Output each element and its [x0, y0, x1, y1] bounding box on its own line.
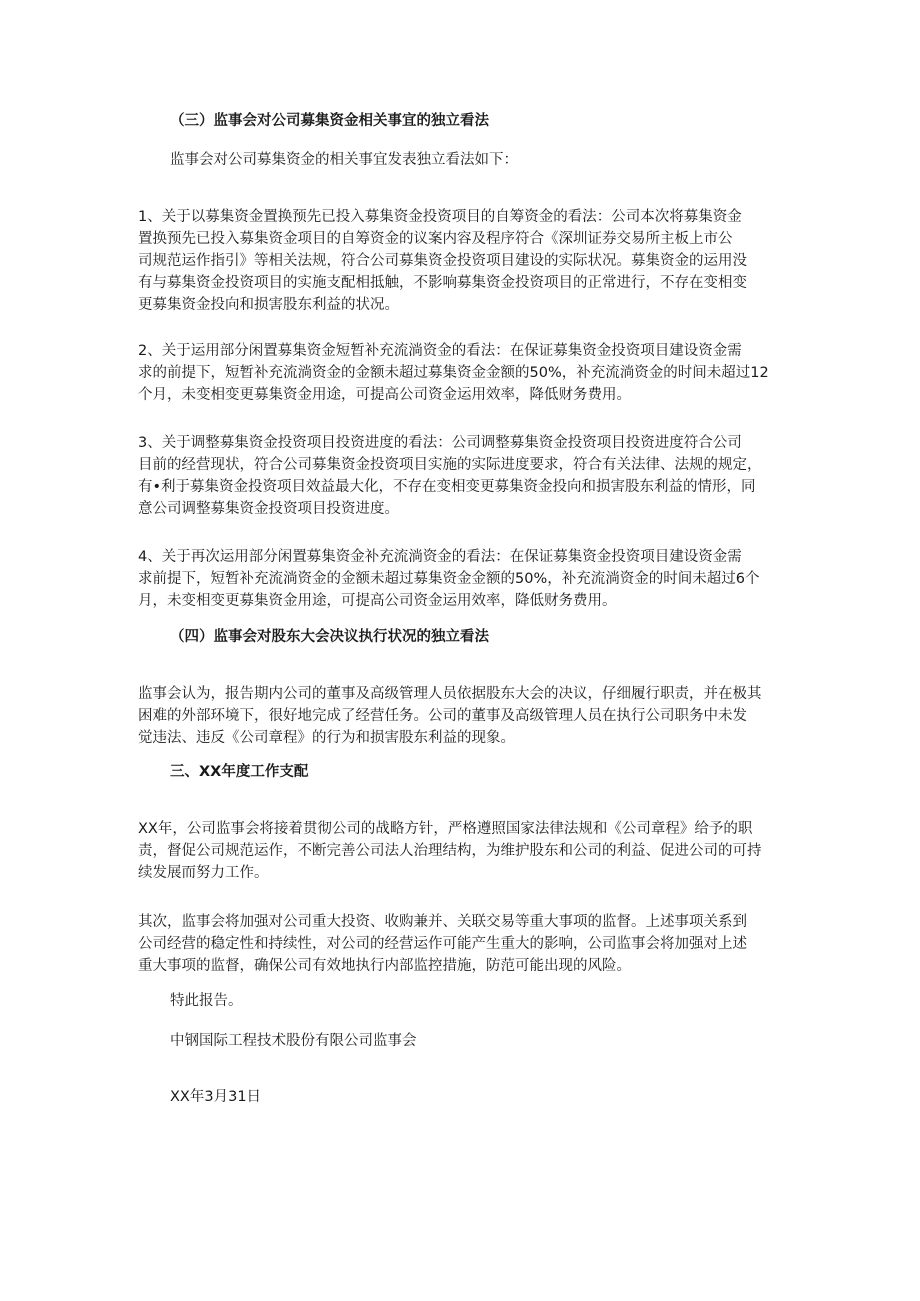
item-1-line: 置换预先已投入募集资金项目的自筹资金的议案内容及程序符合《深圳证券交易所主板上市公 — [138, 231, 733, 247]
item-1-line: 有与募集资金投资项目的实施支配相抵触，不影响募集资金投资项目的正常进行，不存在变相变 — [138, 275, 747, 291]
opinion-line: 监事会认为，报告期内公司的董事及高级管理人员依据股东大会的决议，仔细履行职责，并在极其 — [138, 686, 762, 702]
item-1-paragraph — [138, 206, 788, 316]
item-1-line: 1、关于以募集资金置换预先已投入募集资金投资项目的自筹资金的看法：公司本次将募集资金 — [138, 209, 742, 225]
item-3-paragraph — [138, 432, 788, 520]
supervision-paragraph — [138, 911, 788, 977]
supervision-line: 其次，监事会将加强对公司重大投资、收购兼并、关联交易等重大事项的监督。上述事项关系到 — [138, 914, 747, 930]
item-2-paragraph — [138, 340, 788, 406]
work-plan-line: 责，督促公司规范运作，不断完善公司法人治理结构，为维护股东和公司的利益、促进公司的可持 — [138, 843, 762, 859]
item-3-line: 3、关于调整募集资金投资项目投资进度的看法：公司调整募集资金投资项目投资进度符合公司 — [138, 435, 742, 451]
intro-paragraph: 监事会对公司募集资金的相关事宜发表独立看法如下： — [170, 152, 518, 168]
closing-text: 特此报告。 — [170, 993, 243, 1009]
supervision-line: 公司经营的稳定性和持续性，对公司的经营运作可能产生重大的影响，公司监事会将加强对上述 — [138, 936, 747, 952]
item-2-line: 2、关于运用部分闲置募集资金短暂补充流淌资金的看法：在保证募集资金投资项目建设资金需 — [138, 343, 742, 359]
supervisory-opinion-paragraph — [138, 683, 788, 749]
work-plan-paragraph — [138, 818, 788, 884]
heading-section-3-sub: （三）监事会对公司募集资金相关事宜的独立看法 — [170, 113, 489, 129]
date-text: XX年3月31日 — [170, 1089, 262, 1105]
item-3-line: 目前的经营现状，符合公司募集资金投资项目实施的实际进度要求，符合有关法律、法规的规定， — [138, 457, 762, 473]
work-plan-line: XX年，公司监事会将接着贯彻公司的战略方针，严格遵照国家法律法规和《公司章程》给予的职 — [138, 821, 753, 837]
item-4-line: 4、关于再次运用部分闲置募集资金补充流淌资金的看法：在保证募集资金投资项目建设资金需 — [138, 549, 742, 565]
item-4-line: 月，未变相变更募集资金用途，可提高公司资金运用效率，降低财务费用。 — [138, 593, 617, 609]
supervision-line: 重大事项的监督，确保公司有效地执行内部监控措施，防范可能出现的风险。 — [138, 958, 631, 974]
item-1-line: 司规范运作指引》等相关法规，符合公司募集资金投资项目建设的实际状况。募集资金的运用没 — [138, 253, 747, 269]
opinion-line: 觉违法、违反《公司章程》的行为和损害股东利益的现象。 — [138, 730, 515, 746]
item-1-line: 更募集资金投向和损害股东利益的状况。 — [138, 297, 399, 313]
item-4-line: 求前提下，短暂补充流淌资金的金额未超过募集资金金额的50%，补充流淌资金的时间未超过6个 — [138, 571, 760, 587]
section-3-heading: 三、XX年度工作支配 — [170, 764, 309, 780]
item-3-line: 有•利于募集资金投资项目效益最大化，不存在变相变更募集资金投向和损害股东利益的情形，同 — [138, 479, 756, 495]
work-plan-line: 续发展而努力工作。 — [138, 865, 269, 881]
signature-text: 中钢国际工程技术股份有限公司监事会 — [170, 1033, 417, 1049]
item-4-paragraph — [138, 546, 788, 612]
item-2-line: 求的前提下，短暂补充流淌资金的金额未超过募集资金金额的50%，补充流淌资金的时间未超过12 — [138, 365, 769, 381]
item-3-line: 意公司调整募集资金投资项目投资进度。 — [138, 501, 399, 517]
heading-section-4-sub: （四）监事会对股东大会决议执行状况的独立看法 — [170, 629, 489, 645]
item-2-line: 个月，未变相变更募集资金用途，可提高公司资金运用效率，降低财务费用。 — [138, 387, 631, 403]
opinion-line: 困难的外部环境下，很好地完成了经营任务。公司的董事及高级管理人员在执行公司职务中未发 — [138, 708, 747, 724]
